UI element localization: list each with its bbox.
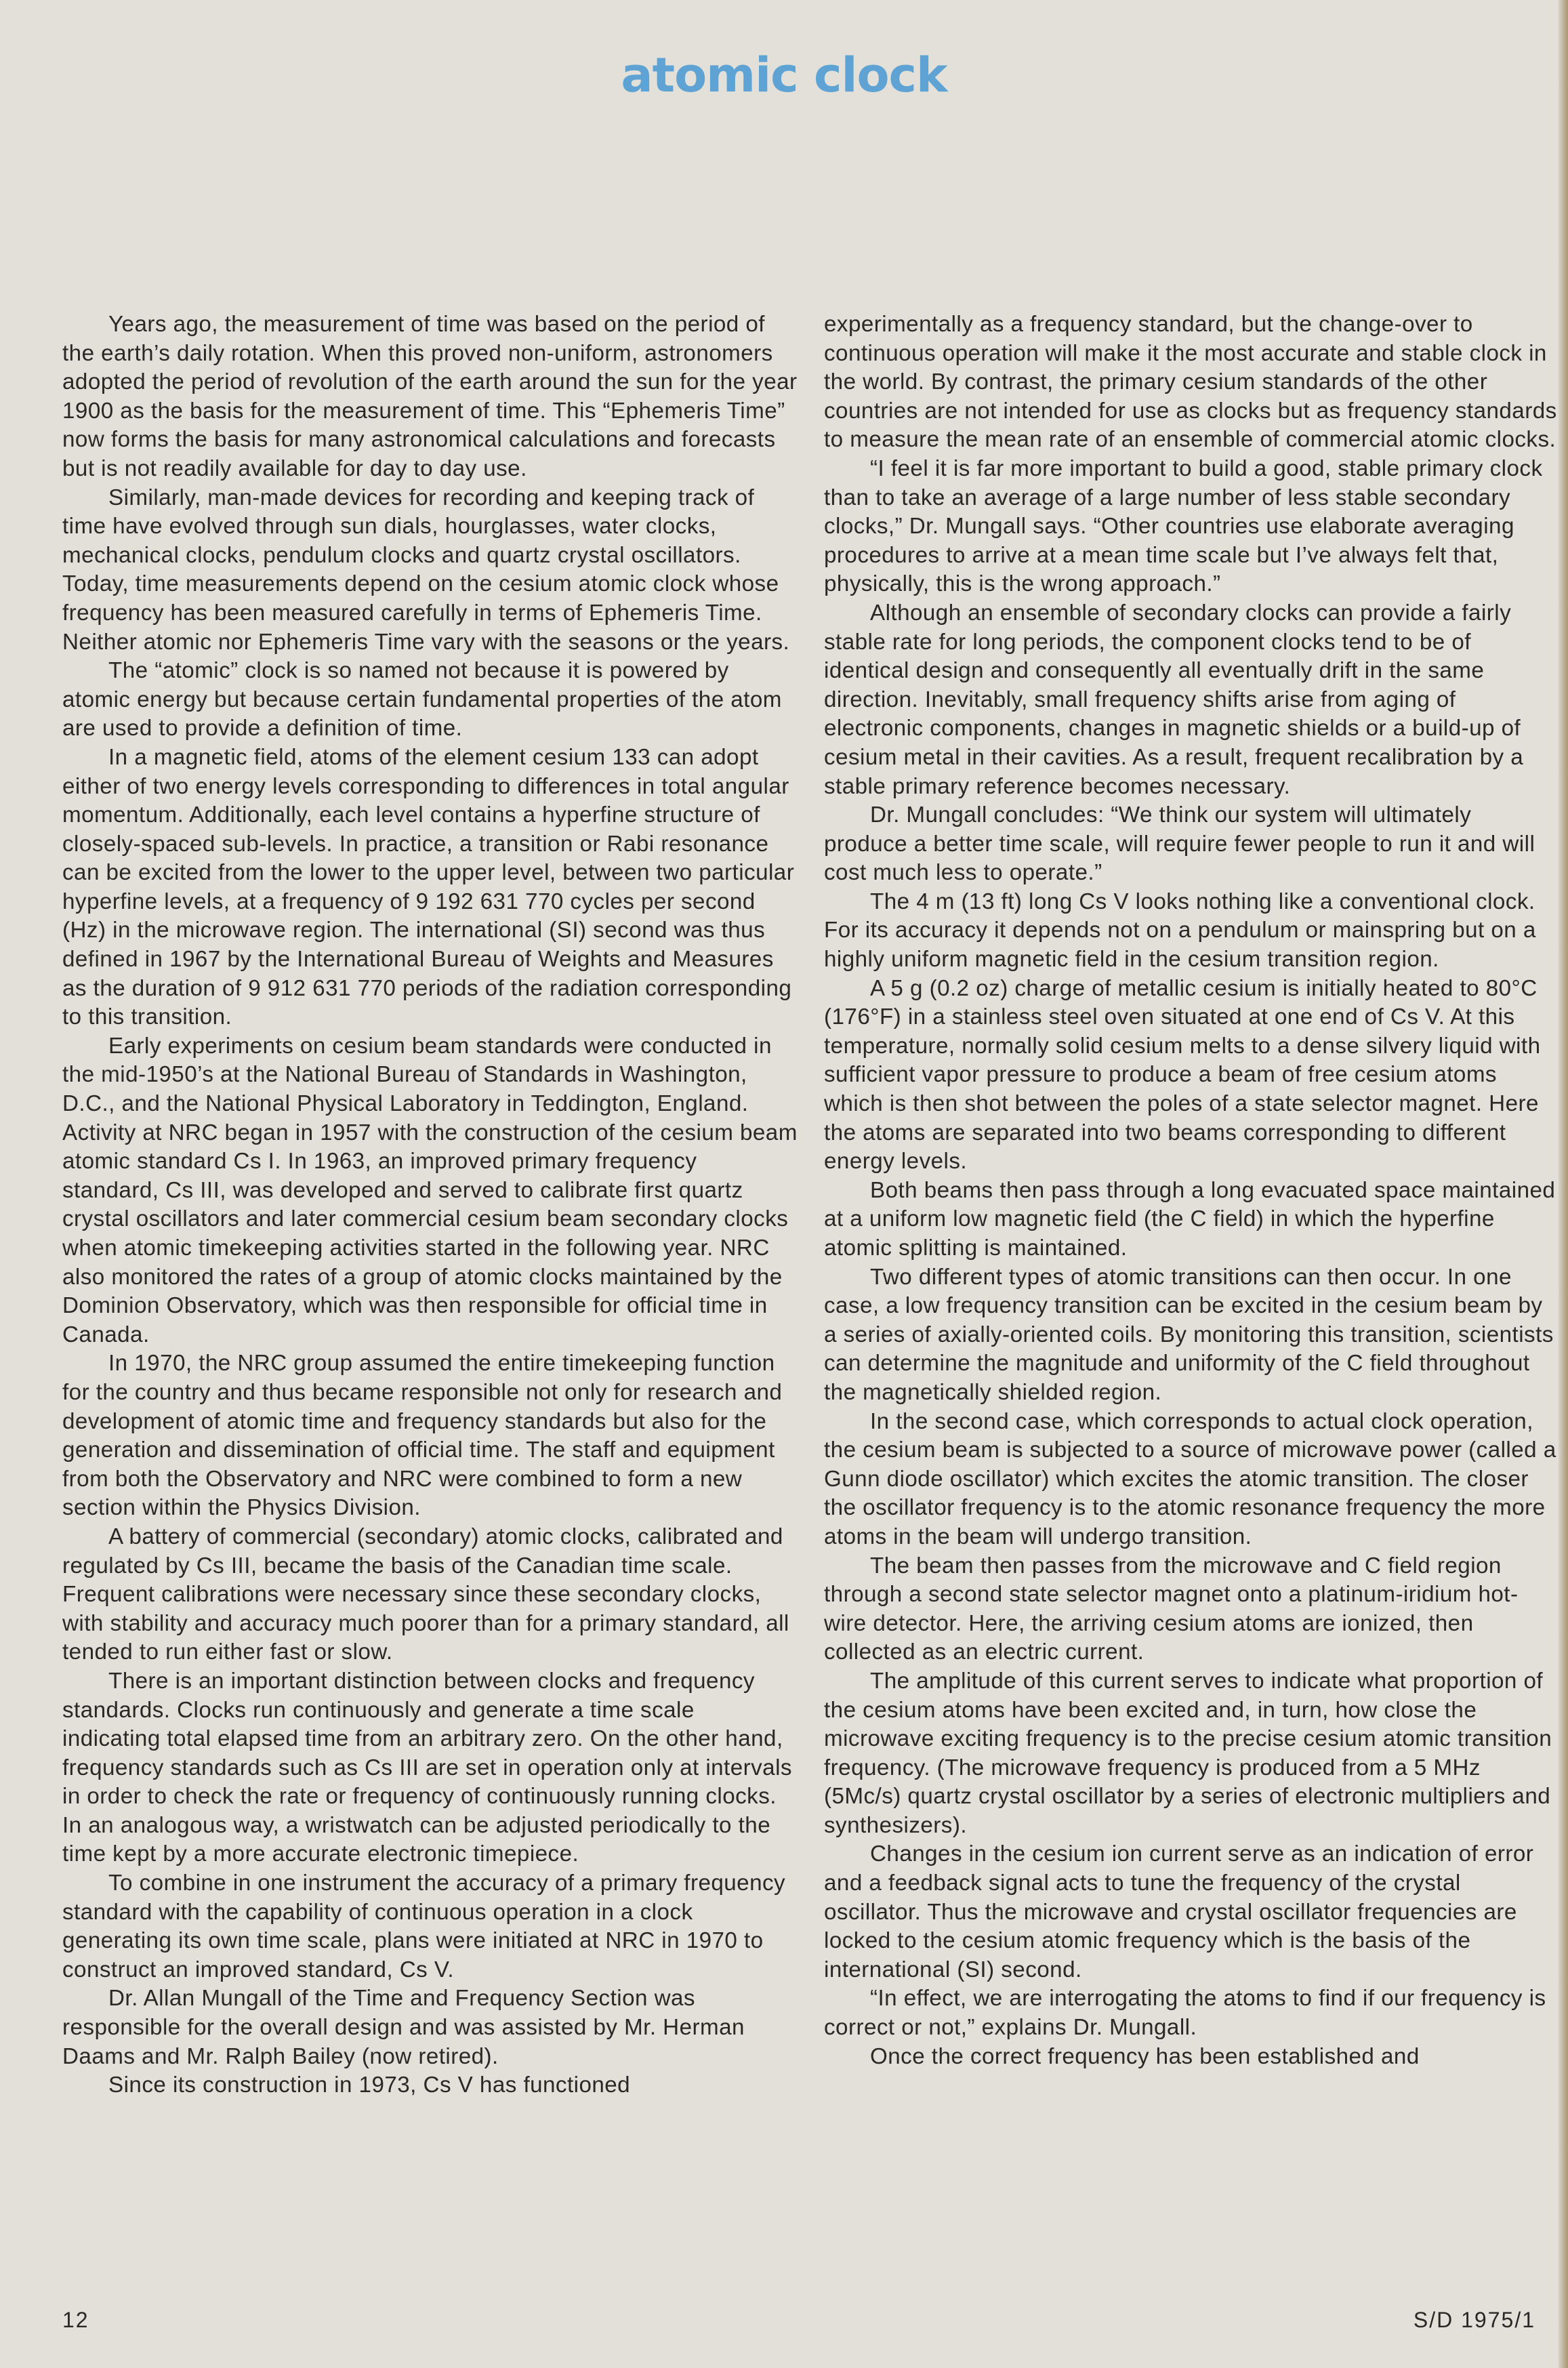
paragraph: “In effect, we are interrogating the atoms to find if our frequency is correct or not,” explains Dr. Mungall. xyxy=(824,1986,1546,2041)
paragraph: Changes in the cesium ion current serve as an indication of error and a feedback signal acts to tune the frequency of the crystal oscillator. Thus the microwave and crystal oscillator frequencies are locked to the cesium atomic frequency which is the basis of the international (SI) second. xyxy=(824,1841,1534,1982)
paragraph: The “atomic” clock is so named not because it is powered by atomic energy but because certain fundamental properties of the atom are used to provide a definition of time. xyxy=(62,658,782,741)
paragraph: A 5 g (0.2 oz) charge of metallic cesium is initially heated to 80°C (176°F) in a stainless steel oven situated at one end of Cs V. At this temperature, normally solid cesium melts to a dense silvery liquid with sufficient vapor pressure to produce a beam of free cesium atoms which is then shot between the poles of a state selector magnet. Here the atoms are separated into two beams corresponding to different energy levels. xyxy=(824,975,1541,1175)
paragraph: Dr. Mungall concludes: “We think our system will ultimately produce a better time scale, will require fewer people to run it and will cost much less to operate.” xyxy=(824,802,1535,886)
issue-label: S/D 1975/1 xyxy=(1413,2308,1535,2332)
paragraph: In a magnetic field, atoms of the element cesium 133 can adopt either of two energy levels corresponding to differences in total angular momentum. Additionally, each level contains a hyperfine structure of closely-spaced sub-levels. In practice, a transition or Rabi resonance can be excited from the lower to the upper level, between two particular hyperfine levels, at a frequency of 9 192 631 770 cycles per second (Hz) in the microwave region. The international (SI) second was thus defined in 1967 by the International Bureau of Weights and Measures as the duration of 9 912 631 770 periods of the radiation corresponding to this transition. xyxy=(62,744,795,1030)
paragraph: “I feel it is far more important to build a good, stable primary clock than to take an average of a large number of less stable secondary clocks,” Dr. Mungall says. “Other countries use elaborate averaging procedures to arrive at a mean time scale but I’ve always felt that, physically, this is the wrong approach.” xyxy=(824,455,1543,597)
right-column xyxy=(824,310,1559,2071)
article-title: atomic clock xyxy=(621,47,947,103)
paragraph: The beam then passes from the microwave and C field region through a second state selector magnet onto a platinum-iridium hot-wire detector. Here, the arriving cesium atoms are ionized, then collected as an electric current. xyxy=(824,1553,1519,1665)
paragraph: Similarly, man-made devices for recording and keeping track of time have evolved through sun dials, hourglasses, water clocks, mechanical clocks, pendulum clocks and quartz crystal oscillators. Today, time measurements depend on the cesium atomic clock whose frequency has been measured carefully in terms of Ephemeris Time. Neither atomic nor Ephemeris Time vary with the seasons or the years. xyxy=(62,485,790,655)
paragraph-continuation: experimentally as a frequency standard, but the change-over to continuous operation will make it the most accurate and stable clock in the world. By contrast, the primary cesium standards of the other countries are not intended for use as clocks but as frequency standards to measure the mean rate of an ensemble of commercial atomic clocks. xyxy=(824,312,1557,453)
paragraph: Years ago, the measurement of time was based on the period of the earth’s daily rotation. When this proved non-uniform, astronomers adopted the period of revolution of the earth around the sun for the year 1900 as the basis for the measurement of time. This “Ephemeris Time” now forms the basis for many astronomical calculations and forecasts but is not readily available for day to day use. xyxy=(62,312,798,481)
page-edge-shadow xyxy=(1559,0,1568,2368)
paragraph: A battery of commercial (secondary) atomic clocks, calibrated and regulated by Cs III, became the basis of the Canadian time scale. Frequent calibrations were necessary since these secondary clocks, with stability and accuracy much poorer than for a primary standard, all tended to run either fast or slow. xyxy=(62,1524,789,1665)
paragraph: The 4 m (13 ft) long Cs V looks nothing like a conventional clock. For its accuracy it depends not on a pendulum or mainspring but on a highly uniform magnetic field in the cesium transition region. xyxy=(824,889,1536,973)
paragraph: The amplitude of this current serves to indicate what proportion of the cesium atoms have been excited and, in turn, how close the microwave exciting frequency is to the precise cesium atomic transition frequency. (The microwave frequency is produced from a 5 MHz (5Mc/s) quartz crystal oscillator by a series of electronic multipliers and synthesizers). xyxy=(824,1668,1552,1838)
paragraph: Since its construction in 1973, Cs V has functioned xyxy=(108,2073,631,2098)
paragraph: In the second case, which corresponds to actual clock operation, the cesium beam is subjected to a source of microwave power (called a Gunn diode oscillator) which excites the atomic transition. The closer the oscillator frequency is to the atomic resonance frequency the more atoms in the beam will undergo transition. xyxy=(824,1408,1556,1549)
paragraph: There is an important distinction between clocks and frequency standards. Clocks run continuously and generate a time scale indicating total elapsed time from an arbitrary zero. On the other hand, frequency standards such as Cs III are set in operation only at intervals in order to check the rate or frequency of continuously running clocks. In an analogous way, a wristwatch can be adjusted periodically to the time kept by a more accurate electronic timepiece. xyxy=(62,1668,792,1867)
paragraph: Although an ensemble of secondary clocks can provide a fairly stable rate for long periods, the component clocks tend to be of identical design and consequently all eventually drift in the same direction. Inevitably, small frequency shifts arise from aging of electronic components, changes in magnetic shields or a build-up of cesium metal in their cavities. As a result, frequent recalibration by a stable primary reference becomes necessary. xyxy=(824,600,1524,799)
paragraph: Early experiments on cesium beam standards were conducted in the mid-1950’s at the National Bureau of Standards in Washington, D.C., and the National Physical Laboratory in Teddington, England. Activity at NRC began in 1957 with the construction of the cesium beam atomic standard Cs I. In 1963, an improved primary frequency standard, Cs III, was developed and served to calibrate first quartz crystal oscillators and later commercial cesium beam secondary clocks when atomic timekeeping activities started in the following year. NRC also monitored the rates of a group of atomic clocks maintained by the Dominion Observatory, which was then responsible for official time in Canada. xyxy=(62,1033,798,1347)
paragraph: Once the correct frequency has been established and xyxy=(870,2043,1420,2069)
paragraph: In 1970, the NRC group assumed the entire timekeeping function for the country and thus became responsible not only for research and development of atomic time and frequency standards but also for the generation and dissemination of official time. The staff and equipment from both the Observatory and NRC were combined to form a new section within the Physics Division. xyxy=(62,1351,783,1521)
paragraph: Both beams then pass through a long evacuated space maintained at a uniform low magnetic field (the C field) in which the hyperfine atomic splitting is maintained. xyxy=(824,1177,1556,1261)
paragraph: Two different types of atomic transitions can then occur. In one case, a low frequency transition can be excited in the cesium beam by a series of axially-oriented coils. By monitoring this transition, scientists can determine the magnitude and uniformity of the C field throughout the magnetically shielded region. xyxy=(824,1264,1554,1405)
paragraph: Dr. Allan Mungall of the Time and Frequency Section was responsible for the overall design and was assisted by Mr. Herman Daams and Mr. Ralph Bailey (now retired). xyxy=(62,1986,745,2069)
page-number: 12 xyxy=(62,2308,89,2332)
paragraph: To combine in one instrument the accuracy of a primary frequency standard with the capability of continuous operation in a clock generating its own time scale, plans were initiated at NRC in 1970 to construct an improved standard, Cs V. xyxy=(62,1871,786,1982)
left-column xyxy=(62,310,798,2100)
